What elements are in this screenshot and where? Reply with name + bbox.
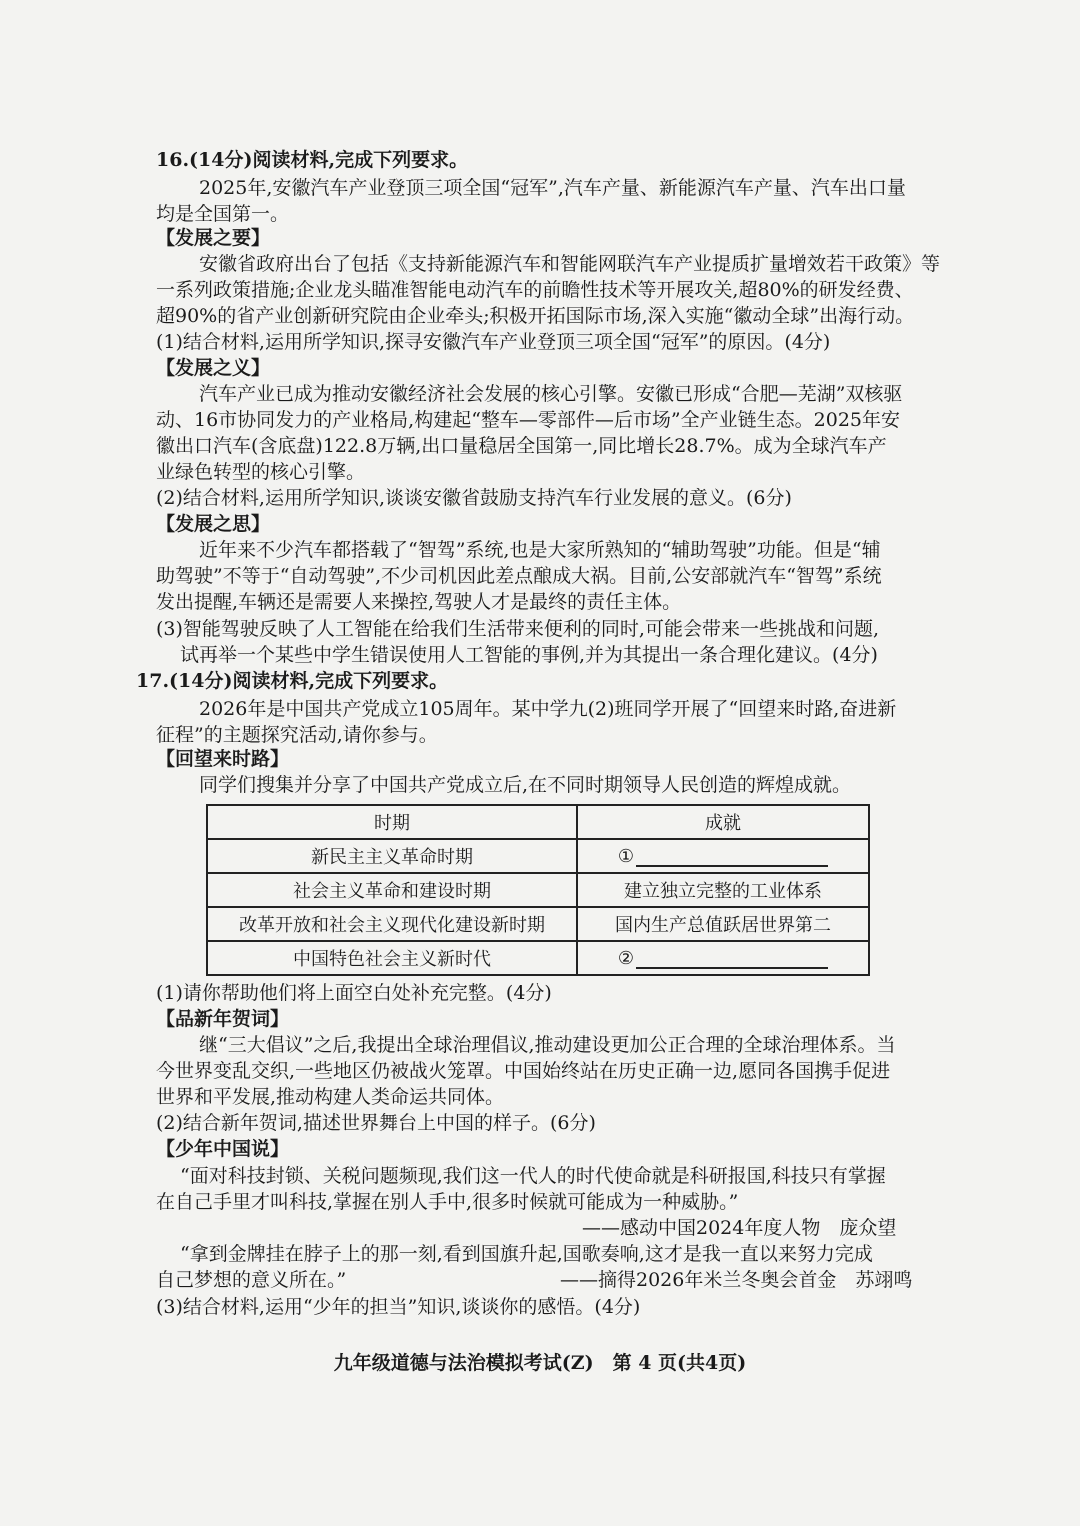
q16-intro-line: 2025年,安徽汽车产业登顶三项全国“冠军”,汽车产量、新能源汽车产量、汽车出口量 xyxy=(199,177,906,199)
blank-marker: ① xyxy=(617,845,635,867)
q17-quote-source: ——摘得2026年米兰冬奥会首金 苏翊鸣 xyxy=(560,1269,913,1291)
q17-s2-text-line: 世界和平发展,推动构建人类命运共同体。 xyxy=(156,1086,505,1108)
q16-section-title: 【发展之要】 xyxy=(156,227,271,249)
q16-s2-text-line: 动、16市协同发力的产业格局,构建起“整车—零部件—后市场”全产业链生态。2025年安 xyxy=(156,409,900,431)
table-cell-period: 社会主义革命和建设时期 xyxy=(207,873,577,907)
q16-header: 16.(14分)阅读材料,完成下列要求。 xyxy=(156,149,469,171)
table-row xyxy=(207,941,869,975)
q17-quote-line: 自己梦想的意义所在。” xyxy=(156,1269,347,1291)
q17-quote-line: “拿到金牌挂在脖子上的那一刻,看到国旗升起,国歌奏响,这才是我一直以来努力完成 xyxy=(180,1243,873,1265)
table-header-row xyxy=(207,805,869,839)
q16-subquestion-3: (3)智能驾驶反映了人工智能在给我们生活带来便利的同时,可能会带来一些挑战和问题, xyxy=(156,618,879,640)
table-header-achievement: 成就 xyxy=(577,805,869,839)
q17-subquestion-2: (2)结合新年贺词,描述世界舞台上中国的样子。(6分) xyxy=(156,1112,596,1134)
table-row xyxy=(207,873,869,907)
table-row xyxy=(207,907,869,941)
q16-s2-text-line: 业绿色转型的核心引擎。 xyxy=(156,461,366,483)
answer-blank xyxy=(636,847,828,867)
q17-header: 17.(14分)阅读材料,完成下列要求。 xyxy=(136,670,449,692)
q17-section-title: 【回望来时路】 xyxy=(156,748,290,770)
q17-quote-source: ——感动中国2024年度人物 庞众望 xyxy=(582,1217,897,1239)
q16-s1-text-line: 一系列政策措施;企业龙头瞄准智能电动汽车的前瞻性技术等开展攻关,超80%的研发经费、 xyxy=(156,279,914,301)
q16-s3-text-line: 助驾驶”不等于“自动驾驶”,不少司机因此差点酿成大祸。目前,公安部就汽车“智驾”系统 xyxy=(156,565,882,587)
answer-blank xyxy=(636,949,828,969)
q17-quote-line: 在自己手里才叫科技,掌握在别人手中,很多时候就可能成为一种威胁。” xyxy=(156,1191,739,1213)
q16-s1-text-line: 超90%的省产业创新研究院由企业牵头;积极开拓国际市场,深入实施“徽动全球”出海行动。 xyxy=(156,305,915,327)
q17-s1-text: 同学们搜集并分享了中国共产党成立后,在不同时期领导人民创造的辉煌成就。 xyxy=(199,774,852,796)
q16-s3-text-line: 近年来不少汽车都搭载了“智驾”系统,也是大家所熟知的“辅助驾驶”功能。但是“辅 xyxy=(199,539,881,561)
q16-s1-text-line: 安徽省政府出台了包括《支持新能源汽车和智能网联汽车产业提质扩量增效若干政策》等 xyxy=(199,253,941,275)
q17-subquestion-3: (3)结合材料,运用“少年的担当”知识,谈谈你的感悟。(4分) xyxy=(156,1296,641,1318)
table-cell-achievement: 建立独立完整的工业体系 xyxy=(577,873,869,907)
table-cell-period: 改革开放和社会主义现代化建设新时期 xyxy=(207,907,577,941)
q16-intro-line: 均是全国第一。 xyxy=(156,203,290,225)
table-cell-achievement xyxy=(577,941,869,975)
q16-s2-text-line: 汽车产业已成为推动安徽经济社会发展的核心引擎。安徽已形成“合肥—芜湖”双核驱 xyxy=(199,383,903,405)
blank-marker: ② xyxy=(617,947,635,969)
q16-section-title: 【发展之思】 xyxy=(156,513,271,535)
q16-section-title: 【发展之义】 xyxy=(156,357,271,379)
page-footer: 九年级道德与法治模拟考试(Z) 第 4 页(共4页) xyxy=(333,1352,747,1374)
q17-subquestion-1: (1)请你帮助他们将上面空白处补充完整。(4分) xyxy=(156,982,552,1004)
table-cell-achievement xyxy=(577,839,869,873)
q17-section-title: 【少年中国说】 xyxy=(156,1138,290,1160)
q16-s3-text-line: 发出提醒,车辆还是需要人来操控,驾驶人才是最终的责任主体。 xyxy=(156,591,682,613)
table-cell-period: 新民主主义革命时期 xyxy=(207,839,577,873)
q17-section-title: 【品新年贺词】 xyxy=(156,1008,290,1030)
q16-subquestion-1: (1)结合材料,运用所学知识,探寻安徽汽车产业登顶三项全国“冠军”的原因。(4分) xyxy=(156,331,831,353)
table-header-period: 时期 xyxy=(207,805,577,839)
q17-intro-line: 征程”的主题探究活动,请你参与。 xyxy=(156,724,438,746)
achievements-table xyxy=(206,804,870,976)
q16-subquestion-2: (2)结合材料,运用所学知识,谈谈安徽省鼓励支持汽车行业发展的意义。(6分) xyxy=(156,487,792,509)
q16-subquestion-3: 试再举一个某些中学生错误使用人工智能的事例,并为其提出一条合理化建议。(4分) xyxy=(180,644,878,666)
q17-s2-text-line: 继“三大倡议”之后,我提出全球治理倡议,推动建设更加公正合理的全球治理体系。当 xyxy=(199,1034,896,1056)
q16-s2-text-line: 徽出口汽车(含底盘)122.8万辆,出口量稳居全国第一,同比增长28.7%。成为全球汽车产 xyxy=(156,435,887,457)
table-cell-achievement: 国内生产总值跃居世界第二 xyxy=(577,907,869,941)
q17-quote-line: “面对科技封锁、关税问题频现,我们这一代人的时代使命就是科研报国,科技只有掌握 xyxy=(180,1165,886,1187)
table-cell-period: 中国特色社会主义新时代 xyxy=(207,941,577,975)
q17-s2-text-line: 今世界变乱交织,一些地区仍被战火笼罩。中国始终站在历史正确一边,愿同各国携手促进 xyxy=(156,1060,891,1082)
q17-intro-line: 2026年是中国共产党成立105周年。某中学九(2)班同学开展了“回望来时路,奋进新 xyxy=(199,698,897,720)
table-row xyxy=(207,839,869,873)
